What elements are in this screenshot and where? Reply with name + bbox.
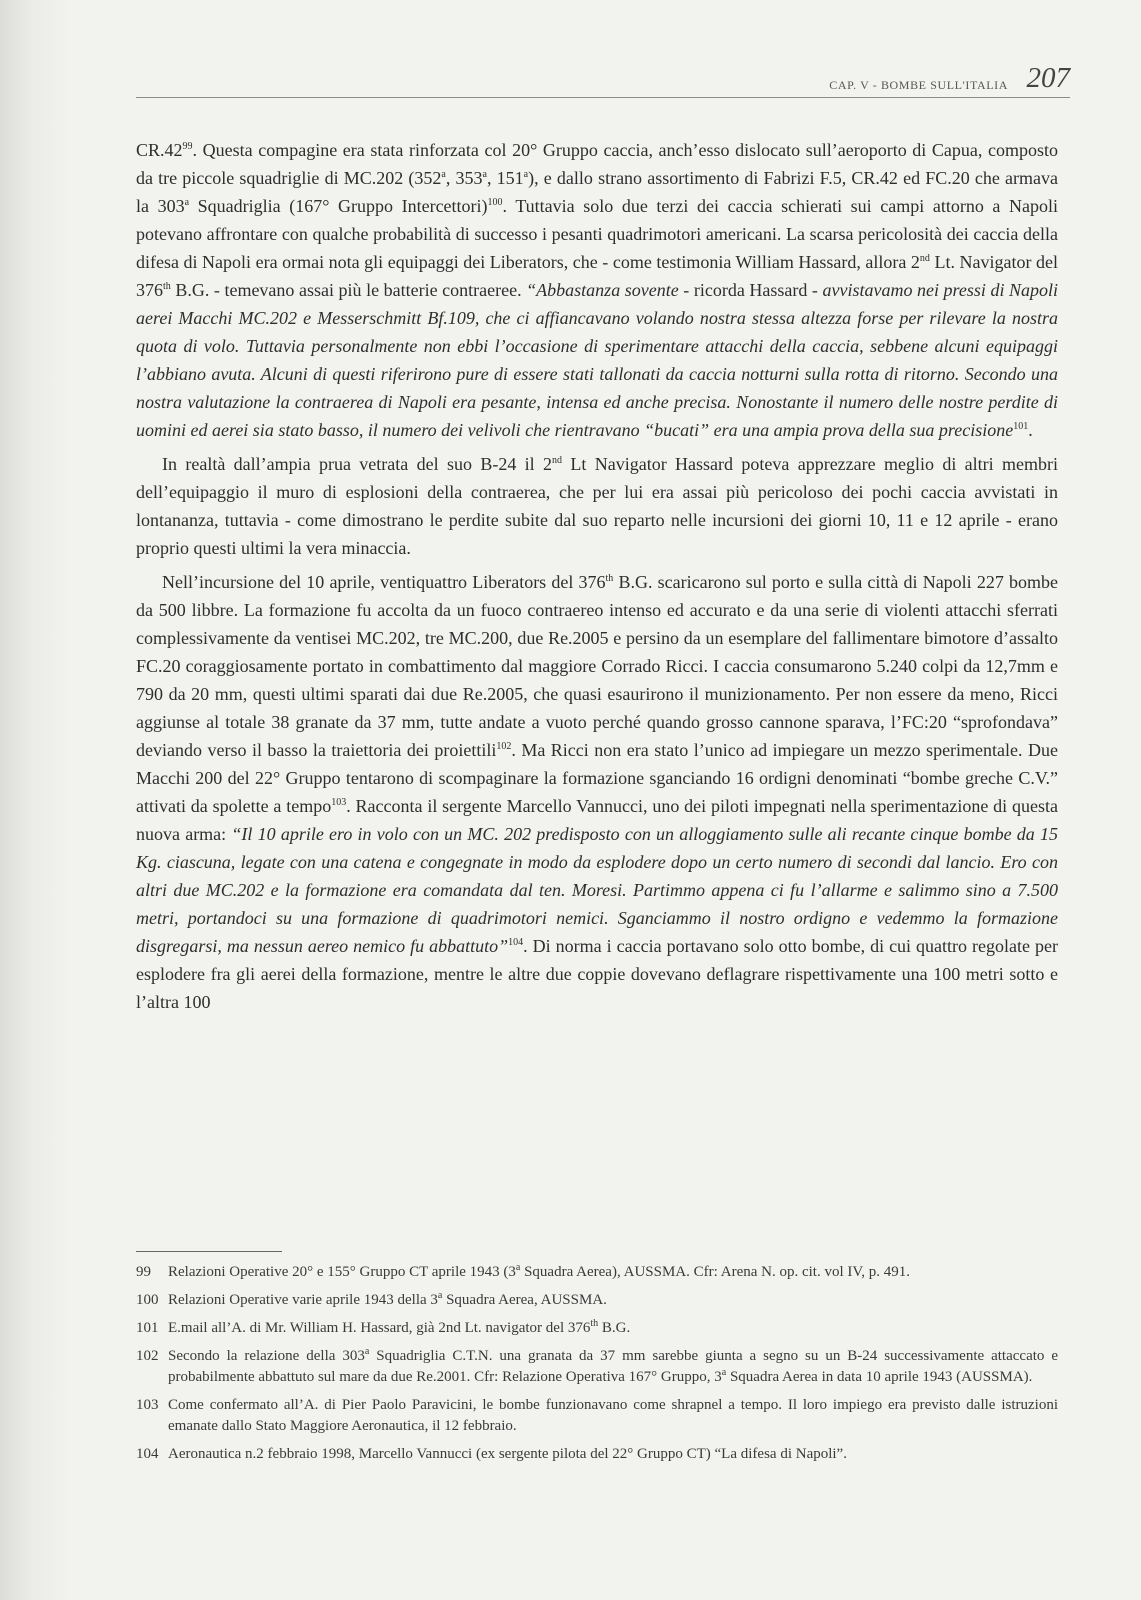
binding-shadow [0, 0, 70, 1600]
footnote-ref: a [523, 169, 529, 180]
footnote-ref: 102 [496, 741, 512, 752]
text-run: . Di norma i caccia portavano solo otto bombe, di cui quattro regolate per esplodere fra gli aerei della formazione, mentre le altre due coppie dovevano deflagrare rispettivamente una 100 metri sotto e l’altra 100 [136, 936, 1058, 1012]
text-run: . [1028, 420, 1033, 440]
text-run: B.G. - temevano assai più le batterie contraeree. [170, 280, 527, 300]
quotation: avvistavamo nei pressi di Napoli aerei Macchi MC.202 e Messerschmitt Bf.109, che ci affiancavano volando nostra stessa altezza forse per rilevare la nostra quota di volo. Tuttavia personalmente non ebbi l’occasione di sperimentare attacchi della caccia, sebbene alcuni equipaggi l’abbiano avuta. Alcuni di questi riferirono pure di essere stati tallonati da caccia notturni sulla rotta di ritorno. Secondo una nostra valutazione la contraerea di Napoli era pesante, intensa ed anche precisa. Nonostante il numero delle nostre perdite di uomini ed aerei sia stato basso, il numero dei velivoli che rientravano “bucati” era una ampia prova della sua precisione [136, 280, 1059, 440]
text-run: . Questa compagine era stata rinforzata col 20° Gruppo caccia, anch’esso dislocato sull’aeroporto di Capua, composto da tre piccole squadriglie di MC.202 (352 [136, 140, 1058, 188]
text-run: . Ma Ricci non era stato l’unico ad impiegare un mezzo sperimentale. Due Macchi 200 del 22° Gruppo tentarono di scompaginare la formazione sganciando 16 ordigni denominati “bombe greche C.V.” attivati da spolette a tempo [136, 740, 1058, 816]
text-run: Relazioni Operative varie aprile 1943 della 3 [168, 1292, 438, 1308]
footnote-text [168, 1290, 1058, 1311]
header-rule [136, 97, 1070, 98]
footnote [136, 1395, 1058, 1437]
footnote-ref: a [364, 1346, 370, 1357]
footnote-ref: nd [919, 253, 930, 264]
text-run: Lt Navigator Hassard poteva apprezzare meglio di altri membri dell’equipaggio il muro di esplosioni della contraerea, che per lui era assai più pericoloso dei pochi caccia avvistati in lontananza, tuttavia - come dimostrano le perdite subite dal suo reparto nelle incursioni dei giorni 10, 11 e 12 aprile - erano proprio questi ultimi la vera minaccia. [136, 454, 1059, 558]
page-number: 207 [1026, 62, 1070, 94]
footnote-text [168, 1346, 1058, 1388]
text-run: . Racconta il sergente Marcello Vannucci, uno dei piloti impegnati nella sperimentazione di questa nuova arma: [136, 796, 1058, 844]
footnote-ref: 99 [182, 141, 193, 152]
footnote-ref: a [482, 169, 487, 180]
text-run: Squadriglia C.T.N. una granata da 37 mm sarebbe giunta a segno su un B-24 successivamente attaccato e probabilmente abbattuto sul mare da due Re.2001. Cfr: Relazione Operativa 167° Gruppo, 3 [168, 1348, 1058, 1385]
footnote-number: 101 [136, 1320, 159, 1336]
footnote-ref: th [590, 1318, 599, 1329]
text-run: Squadra Aerea), AUSSMA. Cfr: Arena N. op. cit. vol IV, p. 491. [520, 1264, 911, 1280]
quotation: “Il 10 aprile ero in volo con un MC. 202 predisposto con un alloggiamento sulle ali recante cinque bombe da 15 Kg. ciascuna, legate con una catena e congegnate in modo da esplodere dopo un certo numero di secondi dal lancio. Ero con altri due MC.202 e la formazione era comandata dal ten. Moresi. Partimmo appena ci fu l’allarme e salimmo sino a 7.500 metri, portandoci su una formazione di quadrimotori nemici. Sganciammo il nostro ordigno e vedemmo la formazione disgregarsi, ma nessun aereo nemico fu abbattuto” [136, 824, 1058, 956]
footnote [136, 1262, 1058, 1283]
text-run: In realtà dall’ampia prua vetrata del suo B-24 il 2 [162, 454, 553, 474]
footnote-text [168, 1318, 1058, 1339]
footnote-ref: a [184, 197, 190, 208]
footnote-ref: 104 [508, 937, 524, 948]
footnote [136, 1444, 1058, 1465]
text-run: B.G. [598, 1320, 631, 1336]
text-run: Come confermato all’A. di Pier Paolo Paravicini, le bombe funzionavano come shrapnel a tempo. Il loro impiego era previsto dalle istruzioni emanate dallo Stato Maggiore Aeronautica, il 12 febbraio. [168, 1397, 1058, 1434]
text-run: Lt. Navigator del 376 [136, 252, 1058, 300]
footnote-text [168, 1262, 1058, 1283]
footnote [136, 1346, 1058, 1388]
footnote-number: 104 [136, 1446, 159, 1462]
text-run: CR.42 [136, 140, 183, 160]
footnote-rule [136, 1251, 282, 1252]
quotation: “Abbastanza sovente [526, 280, 679, 300]
text-run: Squadra Aerea, AUSSMA. [442, 1292, 607, 1308]
page-header [136, 60, 1070, 104]
text-run: , 353 [445, 168, 483, 188]
footnote-ref: nd [552, 455, 563, 466]
footnote-number: 100 [136, 1292, 159, 1308]
paragraph-1 [136, 136, 1058, 444]
text-run: Squadriglia (167° Gruppo Intercettori) [189, 196, 488, 216]
footnote-ref: 103 [331, 797, 347, 808]
footnote-number: 103 [136, 1397, 159, 1413]
footnote-ref: 101 [1013, 421, 1029, 432]
text-run: ), e dallo strano assortimento di Fabrizi F.5, CR.42 ed FC.20 che armava la 303 [136, 168, 1059, 216]
footnote-text [168, 1395, 1058, 1437]
footnote-ref: a [441, 169, 446, 180]
text-run: Nell’incursione del 10 aprile, ventiquattro Liberators del 376 [162, 572, 606, 592]
running-head: CAP. V - BOMBE SULL'ITALIA [829, 78, 1008, 92]
text-run: - ricorda Hassard - [678, 280, 823, 300]
text-run: Squadra Aerea in data 10 aprile 1943 (AUSSMA). [726, 1369, 1033, 1385]
text-run: E.mail all’A. di Mr. William H. Hassard, già 2nd Lt. navigator del 376 [168, 1320, 591, 1336]
text-run: B.G. scaricarono sul porto e sulla città di Napoli 227 bombe da 500 libbre. La formazione fu accolta da un fuoco contraereo intenso ed accurato e da una serie di violenti attacchi sferrati complessivamente da ventisei MC.202, tre MC.200, due Re.2005 e persino da un esemplare del fallimentare bimotore d’assalto FC.20 coraggiosamente portato in combattimento dal maggiore Corrado Ricci. I caccia consumarono 5.240 colpi da 12,7mm e 790 da 20 mm, questi ultimi sparati dai due Re.2005, che quasi esaurirono il munizionamento. Per non essere da meno, Ricci aggiunse al totale 38 granate da 37 mm, tutte andate a vuoto perché quando grosso cannone sparava, l’FC:20 “sprofondava” deviando verso il basso la traiettoria dei proiettili [136, 572, 1058, 760]
footnote-number: 102 [136, 1348, 159, 1364]
footnote-ref: a [437, 1290, 443, 1301]
footnote-number: 99 [136, 1264, 151, 1280]
footnote [136, 1290, 1058, 1311]
paragraph-2 [136, 450, 1058, 562]
footnote-text [168, 1444, 1058, 1465]
footnote [136, 1318, 1058, 1339]
footnote-ref: 100 [487, 197, 503, 208]
text-run: . Tuttavia solo due terzi dei caccia schierati sui campi attorno a Napoli potevano affrontare con qualche probabilità di successo i pesanti quadrimotori americani. La scarsa pericolosità dei caccia della difesa di Napoli era ormai nota gli equipaggi dei Liberators, che - come testimonia William Hassard, allora 2 [136, 196, 1058, 272]
text-run: Aeronautica n.2 febbraio 1998, Marcello Vannucci (ex sergente pilota del 22° Gruppo CT) “La difesa di Napoli”. [168, 1446, 847, 1462]
text-run: Relazioni Operative 20° e 155° Gruppo CT aprile 1943 (3 [168, 1264, 516, 1280]
footnote-ref: th [163, 281, 171, 292]
footnote-ref: th [605, 573, 614, 584]
text-run: Secondo la relazione della 303 [168, 1348, 365, 1364]
body-text [136, 136, 1058, 1016]
footnote-ref: a [515, 1262, 521, 1273]
paragraph-3 [136, 568, 1058, 1016]
footnote-ref: a [721, 1367, 727, 1378]
text-run: , 151 [486, 168, 524, 188]
footnotes [136, 1262, 1058, 1472]
